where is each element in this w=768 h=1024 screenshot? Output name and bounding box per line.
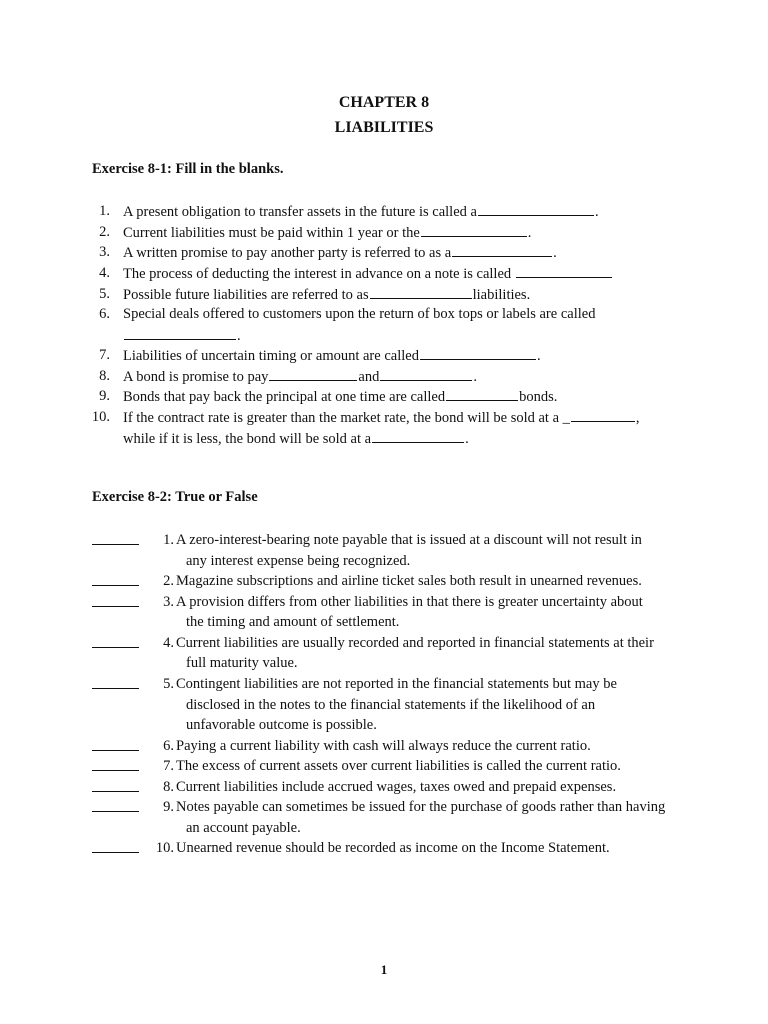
- answer-blank[interactable]: [92, 852, 139, 853]
- item-text-end: .: [237, 328, 241, 344]
- item-text: Bonds that pay back the principal at one time are called: [123, 389, 446, 405]
- item-text-end: ,: [635, 410, 640, 426]
- exercise-2-heading: Exercise 8-2: True or False: [92, 489, 258, 505]
- answer-blank[interactable]: [516, 263, 612, 278]
- chapter-number: CHAPTER 8: [338, 94, 430, 111]
- item-text: Paying a current liability with cash will always reduce the current ratio.: [176, 738, 591, 754]
- answer-blank[interactable]: [92, 750, 139, 751]
- item-number: 3.: [163, 594, 174, 610]
- item-text: Notes payable can sometimes be issued for the purchase of goods rather than having: [176, 799, 666, 815]
- answer-blank[interactable]: [446, 386, 518, 401]
- item-number: 9.: [99, 388, 110, 404]
- item-number: 5.: [163, 676, 174, 692]
- item-text: while if it is less, the bond will be sold at a: [123, 431, 372, 447]
- answer-blank[interactable]: [92, 606, 139, 607]
- answer-blank[interactable]: [92, 791, 139, 792]
- item-text: full maturity value.: [186, 655, 298, 671]
- page-number: 1: [380, 962, 388, 977]
- item-number: 4.: [163, 635, 174, 651]
- item-text: Possible future liabilities are referred to as: [123, 287, 369, 303]
- answer-blank[interactable]: [421, 222, 527, 237]
- item-text: any interest expense being recognized.: [186, 553, 411, 569]
- answer-blank[interactable]: [92, 770, 139, 771]
- item-number: 10.: [91, 409, 110, 425]
- item-text: Special deals offered to customers upon the return of box tops or labels are called: [123, 306, 596, 322]
- exercise-1-heading: Exercise 8-1: Fill in the blanks.: [92, 161, 284, 177]
- answer-blank[interactable]: [92, 585, 139, 586]
- answer-blank[interactable]: [124, 325, 236, 340]
- item-text-end: .: [536, 348, 541, 364]
- item-number: 2.: [163, 573, 174, 589]
- item-text-end: .: [594, 204, 599, 220]
- item-number: 8.: [99, 368, 110, 384]
- item-number: 9.: [163, 799, 174, 815]
- item-number: 5.: [99, 286, 110, 302]
- item-text: disclosed in the notes to the financial statements if the likelihood of an: [186, 697, 596, 713]
- item-text: Liabilities of uncertain timing or amount are called: [123, 348, 419, 364]
- item-number: 2.: [99, 224, 110, 240]
- item-number: 8.: [163, 779, 174, 795]
- item-number: 7.: [99, 347, 110, 363]
- item-number: 3.: [99, 244, 110, 260]
- item-text: Current liabilities are usually recorded and reported in financial statements at their: [176, 635, 654, 651]
- item-text: unfavorable outcome is possible.: [186, 717, 377, 733]
- item-text: Contingent liabilities are not reported in the financial statements but may be: [176, 676, 617, 692]
- item-text: A bond is promise to pay: [123, 369, 269, 385]
- item-number: 10.: [155, 840, 174, 856]
- item-text: Magazine subscriptions and airline ticket sales both result in unearned revenues.: [176, 573, 642, 589]
- item-text-end: .: [527, 225, 532, 241]
- item-text-mid: and: [358, 369, 380, 385]
- answer-blank[interactable]: [571, 407, 635, 422]
- item-text: Current liabilities include accrued wages, taxes owed and prepaid expenses.: [176, 779, 617, 795]
- answer-blank[interactable]: [269, 366, 357, 381]
- item-number: 4.: [99, 265, 110, 281]
- answer-blank[interactable]: [370, 284, 472, 299]
- answer-blank[interactable]: [478, 201, 594, 216]
- item-text: A present obligation to transfer assets in the future is called a: [123, 204, 477, 220]
- item-number: 7.: [163, 758, 174, 774]
- answer-blank[interactable]: [92, 811, 139, 812]
- item-text: Current liabilities must be paid within 1 year or the: [123, 225, 420, 241]
- item-number: 6.: [163, 738, 174, 754]
- item-text-end: .: [473, 369, 477, 385]
- item-text-end: .: [553, 245, 557, 261]
- answer-blank[interactable]: [420, 345, 536, 360]
- item-text: If the contract rate is greater than the market rate, the bond will be sold at a _: [123, 410, 570, 426]
- item-text: an account payable.: [186, 820, 301, 836]
- item-text: A zero-interest-bearing note payable that is issued at a discount will not result in: [176, 532, 642, 548]
- item-text: Unearned revenue should be recorded as income on the Income Statement.: [176, 840, 610, 856]
- chapter-title: LIABILITIES: [334, 119, 434, 136]
- item-number: 6.: [99, 306, 110, 322]
- item-text: A written promise to pay another party is referred to as a: [123, 245, 452, 261]
- item-number: 1.: [99, 203, 110, 219]
- answer-blank[interactable]: [452, 242, 552, 257]
- item-text: A provision differs from other liabilities in that there is greater uncertainty about: [176, 594, 643, 610]
- item-text: the timing and amount of settlement.: [186, 614, 400, 630]
- item-text-end: bonds.: [519, 389, 558, 405]
- item-text-end: liabilities.: [472, 287, 531, 303]
- item-text: The excess of current assets over current liabilities is called the current ratio.: [176, 758, 621, 774]
- answer-blank[interactable]: [380, 366, 472, 381]
- answer-blank[interactable]: [92, 647, 139, 648]
- item-text-end: .: [465, 431, 469, 447]
- answer-blank[interactable]: [372, 428, 464, 443]
- answer-blank[interactable]: [92, 688, 139, 689]
- answer-blank[interactable]: [92, 544, 139, 545]
- item-text: The process of deducting the interest in advance on a note is called: [123, 266, 515, 282]
- item-number: 1.: [163, 532, 174, 548]
